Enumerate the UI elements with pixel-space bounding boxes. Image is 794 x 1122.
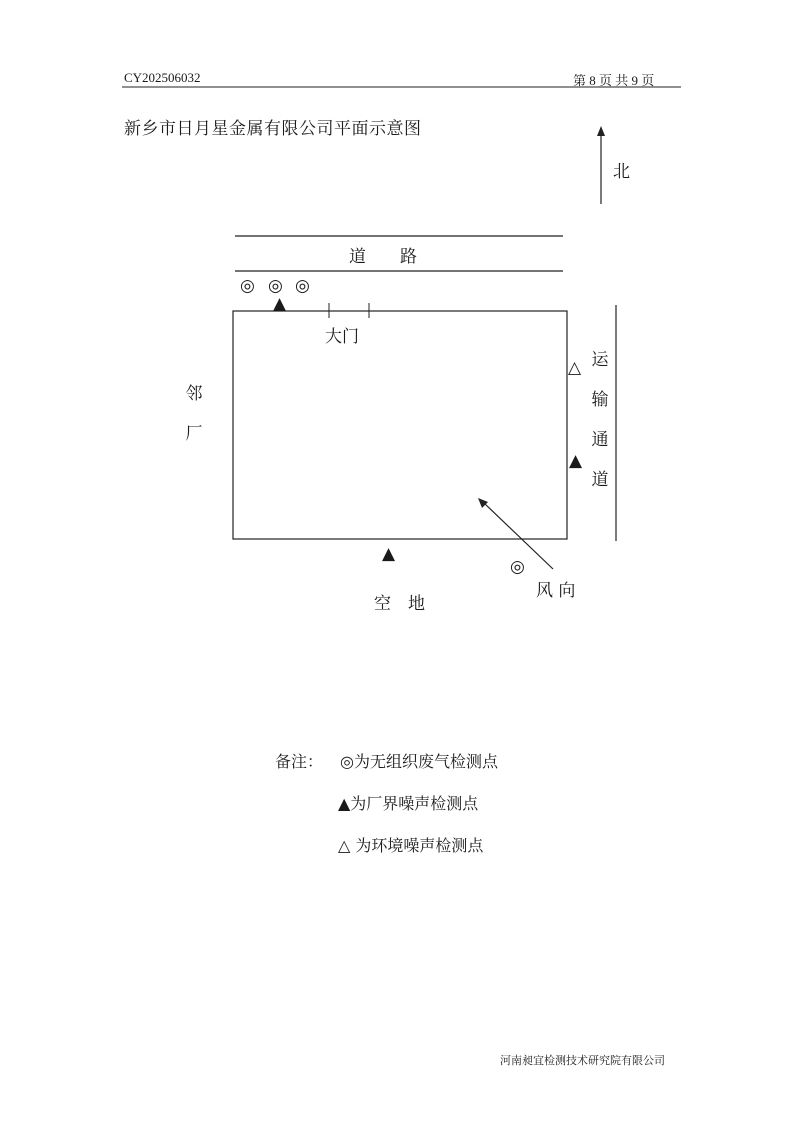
transport-channel-label bbox=[590, 340, 610, 500]
env-noise-point: △ bbox=[568, 358, 582, 378]
transport-char-4: 道 bbox=[591, 470, 609, 490]
footer-company: 河南昶宜检测技术研究院有限公司 bbox=[500, 1054, 665, 1067]
open-ground-label: 空 地 bbox=[374, 594, 425, 614]
neighbor-factory-label bbox=[184, 374, 204, 454]
document-code: CY202506032 bbox=[124, 70, 201, 85]
boundary-noise-point-south: ▲ bbox=[382, 544, 396, 564]
road-label: 道 路 bbox=[349, 247, 417, 267]
page-number: 第 8 页 共 9 页 bbox=[573, 73, 655, 88]
legend-item-env-noise: △ 为环境噪声检测点 bbox=[338, 836, 484, 855]
north-label: 北 bbox=[613, 162, 630, 182]
neighbor-char-2: 厂 bbox=[185, 424, 203, 444]
transport-char-2: 输 bbox=[591, 390, 609, 410]
legend-label: 备注： bbox=[275, 752, 324, 771]
page-title: 新乡市日月星金属有限公司平面示意图 bbox=[124, 119, 422, 139]
boundary-noise-point-east: ▲ bbox=[569, 451, 583, 471]
wind-direction-label: 风 向 bbox=[536, 581, 576, 601]
transport-char-3: 通 bbox=[591, 430, 609, 450]
legend-item-boundary-noise: ▲为厂界噪声检测点 bbox=[338, 794, 479, 813]
legend-item-exhaust: ◎为无组织废气检测点 bbox=[340, 752, 498, 771]
boundary-noise-point-north: ▲ bbox=[273, 294, 287, 314]
transport-char-1: 运 bbox=[591, 350, 609, 370]
exhaust-point-downwind: ◎ bbox=[510, 557, 525, 577]
north-arrow-head bbox=[597, 126, 605, 136]
gate-label: 大门 bbox=[325, 327, 359, 347]
exhaust-point-1: ◎ bbox=[240, 276, 255, 296]
exhaust-point-2: ◎ bbox=[268, 276, 283, 296]
neighbor-char-1: 邻 bbox=[185, 384, 203, 404]
site-boundary bbox=[233, 311, 567, 539]
wind-arrow-head bbox=[478, 498, 488, 508]
exhaust-point-3: ◎ bbox=[295, 276, 310, 296]
